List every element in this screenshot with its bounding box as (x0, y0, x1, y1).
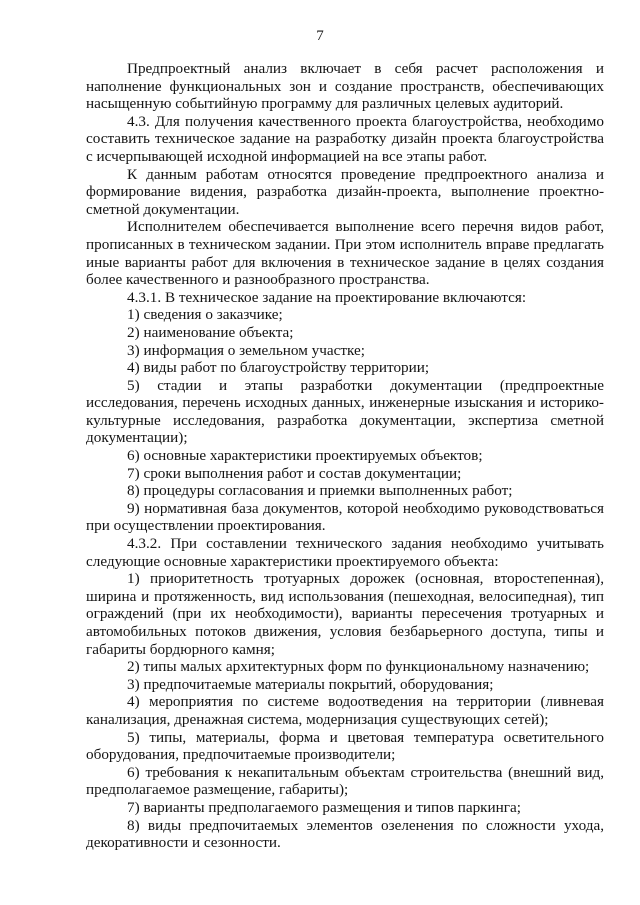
list-item: 1) приоритетность тротуарных дорожек (основная, второстепенная), ширина и протяженность, вид использования (пешеходная, велосипедная), тип ограждений (при их необходимости), варианты пересечения тротуарных и автомобильных потоков движения, условия безбарьерного доступа, типы и габариты бордюрного камня; (86, 570, 604, 658)
list-item: 3) информация о земельном участке; (127, 341, 365, 359)
list-item: 2) типы малых архитектурных форм по функциональному назначению; (127, 658, 590, 676)
document-body (86, 60, 604, 852)
list-item: 8) процедуры согласования и приемки выполненных работ; (127, 482, 513, 500)
paragraph-section-4-3-2: 4.3.2. При составлении технического задания необходимо учитывать следующие основные характеристики проектируемого объекта: (86, 535, 604, 570)
list-item: 5) типы, материалы, форма и цветовая температура осветительного оборудования, предпочитаемые производители; (86, 728, 604, 764)
list-item: 7) варианты предполагаемого размещения и типов паркинга; (127, 798, 521, 816)
list-item: 4) виды работ по благоустройству территории; (127, 359, 430, 377)
list-item: 7) сроки выполнения работ и состав документации; (127, 464, 462, 482)
paragraph-section-4-3: 4.3. Для получения качественного проекта благоустройства, необходимо составить техническое задание на разработку дизайн проекта благоустройства с исчерпывающей исходной информацией на все этапы работ. (86, 112, 604, 165)
paragraph-section-4-3-1: 4.3.1. В техническое задание на проектирование включаются: (127, 288, 527, 306)
paragraph-contractor: Исполнителем обеспечивается выполнение всего перечня видов работ, прописанных в техническом задании. При этом исполнитель вправе предлагать иные варианты работ для включения в техническое задание в целях создания более качественного и разнообразного пространства. (86, 218, 604, 289)
paragraph-preproject-analysis: Предпроектный анализ включает в себя расчет расположения и наполнение функциональных зон и создание пространств, обеспечивающих насыщенную событийную программу для различных целевых аудиторий. (86, 60, 604, 113)
list-item: 8) виды предпочитаемых элементов озеленения по сложности ухода, декоративности и сезонности. (86, 816, 604, 852)
paragraph-works-scope: К данным работам относятся проведение предпроектного анализа и формирование видения, разработка дизайн-проекта, выполнение проектно-сметной документации. (86, 165, 604, 218)
list-item: 3) предпочитаемые материалы покрытий, оборудования; (127, 675, 494, 693)
page-number: 7 (316, 28, 324, 44)
list-item: 9) нормативная база документов, которой необходимо руководствоваться при осуществлении проектирования. (86, 499, 604, 535)
list-item: 6) основные характеристики проектируемых объектов; (127, 447, 483, 465)
list-item: 2) наименование объекта; (127, 323, 294, 341)
list-item: 1) сведения о заказчике; (127, 306, 283, 324)
list-item: 4) мероприятия по системе водоотведения на территории (ливневая канализация, дренажная система, модернизация существующих сетей); (86, 693, 604, 728)
list-item: 6) требования к некапитальным объектам строительства (внешний вид, предполагаемое размещение, габариты); (86, 763, 604, 799)
list-item: 5) стадии и этапы разработки документации (предпроектные исследования, перечень исходных данных, инженерные изыскания и историко-культурные исследования, разработка документации, экспертиза сметной документации); (86, 376, 604, 447)
